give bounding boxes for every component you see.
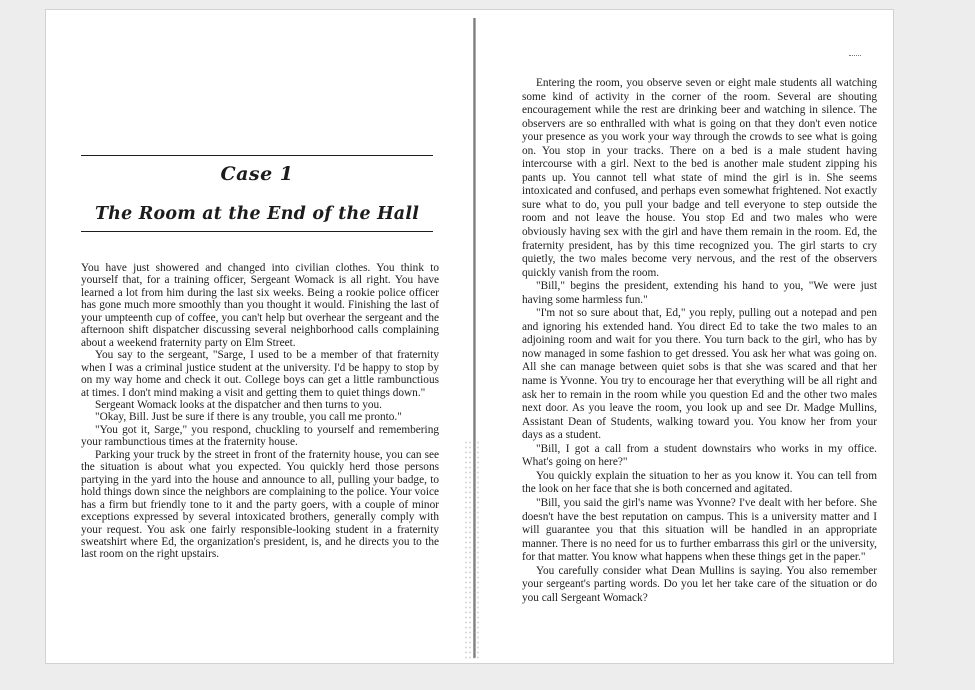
left-page xyxy=(81,10,437,665)
paragraph: Sergeant Womack looks at the dispatcher and then turns to you. xyxy=(95,398,382,411)
paragraph: You say to the sergeant, "Sarge, I used to be a member of that fraternity when I was a criminal justice student at the university. I'd be happy to stop by on my way home and check it out. College boys can get a little rambunctious at times. I don't mind making a visit and getting them to quiet things down." xyxy=(81,349,439,399)
left-body-text xyxy=(81,262,439,561)
paragraph: You have just showered and changed into civilian clothes. You think to yourself that, for a training officer, Sergeant Womack is all right. You have learned a lot from him during the last six weeks. Being a rookie police officer has gone much more smoothly than you thought it would. Finishing the last of your umpteenth cup of coffee, you can't help but overhear the sergeant and the afternoon shift dispatcher discussing several neighborhood calls complaining about a weekend fraternity party on Elm Street. xyxy=(81,262,439,349)
paragraph: You quickly explain the situation to her as you know it. You can tell from the look on her face that she is both concerned and agitated. xyxy=(522,469,877,496)
paragraph: "I'm not so sure about that, Ed," you reply, pulling out a notepad and pen and ignoring his extended hand. You direct Ed to take the two males to an adjoining room and wait for you there. You turn back to the girl, who has by now managed in some fashion to get dressed. You ask her what was going on. All she can manage between quiet sobs is that she was scared and that her name is Yvonne. You try to encourage her that everything will be all right and ask her to remain in the room while you question Ed and the other two males next door. As you leave the room, you look up and see Dr. Madge Mullins, Assistant Dean of Students, walking toward you. You know her from your days as a student. xyxy=(522,307,877,442)
paragraph: You carefully consider what Dean Mullins is saying. You also remember your sergeant's parting words. Do you let her take care of the situation or do you call Sergeant Womack? xyxy=(522,564,877,604)
right-page xyxy=(522,10,877,665)
title-top-rule xyxy=(81,155,433,156)
paragraph: "Okay, Bill. Just be sure if there is any trouble, you call me pronto." xyxy=(95,411,402,424)
paragraph: "Bill, I got a call from a student downstairs who works in my office. What's going on here?" xyxy=(522,442,877,469)
case-number: Case 1 xyxy=(220,163,294,185)
scan-noise xyxy=(464,440,480,660)
paragraph: "You got it, Sarge," you respond, chuckling to yourself and remembering your rambunctious times at the fraternity house. xyxy=(81,423,439,449)
chapter-title: The Room at the End of the Hall xyxy=(94,204,420,224)
title-bottom-rule xyxy=(81,231,433,232)
paragraph: "Bill, you said the girl's name was Yvonne? I've dealt with her before. She doesn't have the best reputation on campus. This is a university matter and I will guarantee you that this situation will be handled in an appropriate manner. There is no need for us to further embarrass this girl or the university, for that matter. You know what happens when these things get in the paper." xyxy=(522,496,877,564)
paragraph: "Bill," begins the president, extending his hand to you, "We were just having some harmless fun." xyxy=(522,280,877,306)
paragraph: Parking your truck by the street in front of the fraternity house, you can see the situation is about what you expected. You quickly herd those persons partying in the yard into the house and announce to all, pulling your badge, to hold things down since the neighbors are complaining to the police. Your voice has a firm but friendly tone to it and the party goers, with a couple of minor exceptions expressed by several intoxicated brothers, generally comply with your request. You ask one fairly responsible-looking student in a fraternity sweatshirt where Ed, the organization's president, is, and he directs you to the last room on the right upstairs. xyxy=(81,448,439,561)
right-body-text xyxy=(522,77,877,605)
paragraph: Entering the room, you observe seven or eight male students all watching some kind of activity in the corner of the room. Several are shouting encouragement while the rest are drinking beer and watching in silence. The observers are so enthralled with what is going on that they don't even notice your presence as you work your way through the crowds to see what is going on. You stop in your tracks. There on a bed is a male student having intercourse with a girl. Next to the bed is another male student zipping his pants up. You cannot tell what state of mind the girl is in. She seems intoxicated and confused, and perhaps even somewhat frightened. Not exactly sure what to do, you pull your badge and tell everyone to step outside the room and not leave the house. You stop Ed and two males who were obviously having sex with the girl and have them remain in the room. Ed, the fraternity president, has by this time recognized you. The girl starts to cry quietly, the two males become very nervous, and the rest of the observers quickly vanish from the room. xyxy=(522,77,877,279)
book-spread xyxy=(45,9,894,664)
